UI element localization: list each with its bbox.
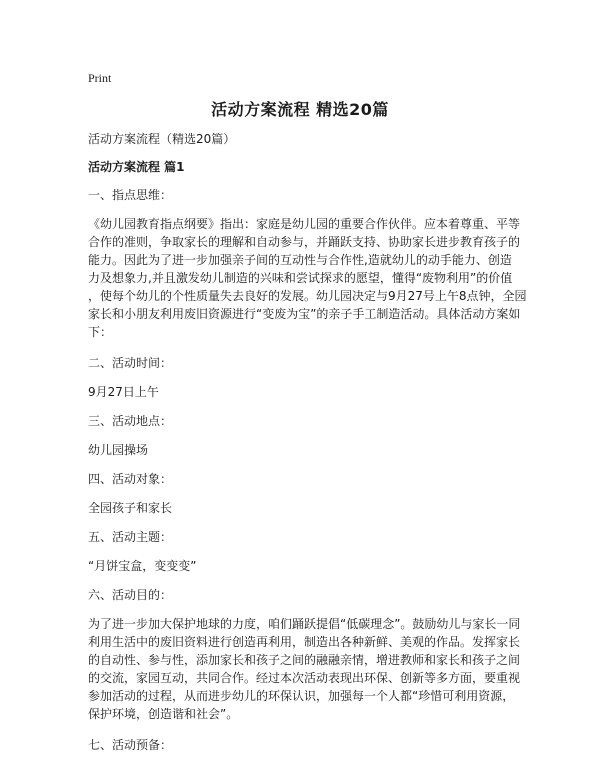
print-link[interactable]: Print [88, 71, 112, 85]
paragraph-line: 利用生活中的废旧资料进行创造再利用，制造出各种新鲜、美观的作品。发挥家长 [88, 635, 521, 649]
section-title: 活动方案流程 篇1 [88, 160, 185, 174]
guiding-paragraph [88, 215, 527, 341]
paragraph-line: 保护环境，创造谐和社会”。 [88, 707, 239, 721]
paragraph-line: 能力。因此为了进一步加强亲子间的互动性与合作性,造就幼儿的动手能力、创造 [88, 253, 512, 267]
purpose-paragraph [88, 615, 521, 723]
paragraph-line: 下： [88, 325, 113, 339]
paragraph-line: 的交流，家园互动，共同合作。经过本次活动表现出环保、创新等多方面，要重视 [88, 671, 521, 685]
paragraph-line: 参加活动的过程，从而进步幼儿的环保认识，加强每一个人都“珍惜可利用资源， [88, 689, 515, 703]
time-value: 9月27日上午 [88, 385, 159, 399]
document-body [88, 130, 527, 765]
paragraph-line: 合作的准则，争取家长的理解和自动参与，并踊跃支持、协助家长进步教育孩子的 [88, 235, 521, 249]
target-value: 全园孩子和家长 [88, 501, 173, 515]
place-heading: 三、活动地点： [88, 414, 173, 428]
target-heading: 四、活动对象： [88, 472, 173, 486]
guiding-heading: 一、指点思维： [88, 188, 173, 202]
place-value: 幼儿园操场 [88, 443, 149, 457]
paragraph-line: 《幼儿园教育指点纲要》指出：家庭是幼儿园的重要合作伙伴。应本着尊重、平等 [88, 217, 521, 231]
time-heading: 二、活动时间： [88, 356, 173, 370]
theme-heading: 五、活动主题： [88, 530, 173, 544]
document-subtitle: 活动方案流程（精选20篇） [88, 132, 236, 146]
paragraph-line: 家长和小朋友利用废旧资源进行“变废为宝”的亲子手工制造活动。具体活动方案如 [88, 307, 521, 321]
purpose-heading: 六、活动目的： [88, 588, 173, 602]
paragraph-line: 为了进一步加大保护地球的力度，咱们踊跃提倡“低碳理念”。鼓励幼儿与家长一同 [88, 617, 521, 631]
theme-value: “月饼宝盒，变变变” [88, 559, 197, 573]
paragraph-line: ，使每个幼儿的个性质量失去良好的发展。幼儿园决定与9月27号上午8点钟，全园 [88, 289, 527, 303]
paragraph-line: 的自动性、参与性，添加家长和孩子之间的融融亲情，增进教师和家长和孩子之间 [88, 653, 521, 667]
paragraph-line: 力及想象力,并且激发幼儿制造的兴味和尝试探求的愿望，懂得“废物利用”的价值 [88, 271, 513, 285]
prep-heading: 七、活动预备： [88, 738, 173, 752]
document-title: 活动方案流程 精选20篇 [211, 100, 389, 119]
